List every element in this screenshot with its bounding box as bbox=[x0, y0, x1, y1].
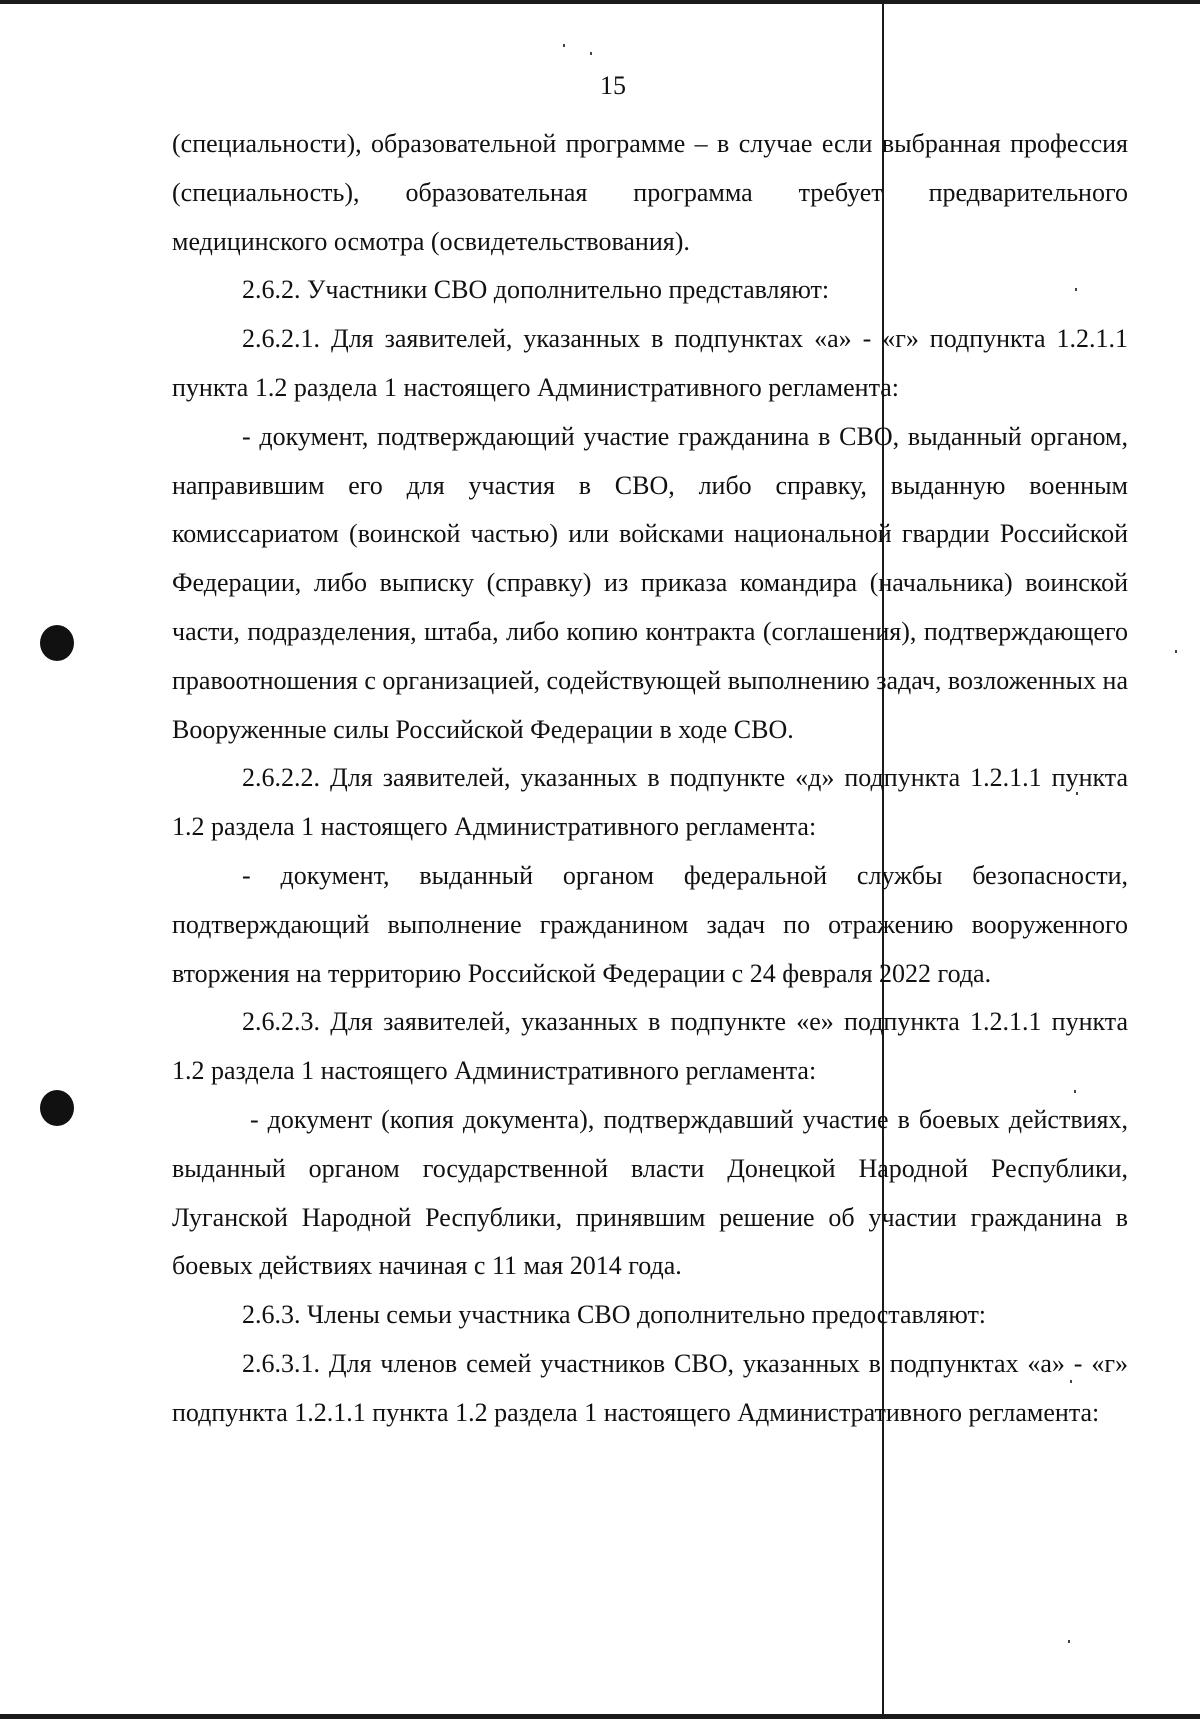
scan-speck bbox=[1068, 1640, 1070, 1643]
punch-hole bbox=[40, 625, 74, 661]
scan-speck bbox=[590, 52, 592, 55]
document-body bbox=[172, 120, 1128, 1438]
paragraph: 2.6.3.1. Для членов семей участников СВО, указанных в подпунктах «а» - «г» подпункта 1.2.1.1 пункта 1.2 раздела 1 настоящего Административного регламента: bbox=[172, 1348, 1128, 1427]
paragraph: - документ (копия документа), подтверждавший участие в боевых действиях, выданный органом государственной власти Донецкой Народной Республики, Луганской Народной Республики, принявшим решение об участии гражданина в боевых действиях начиная с 11 мая 2014 года. bbox=[172, 1104, 1128, 1281]
scan-speck bbox=[563, 44, 565, 47]
paragraph: 2.6.2.1. Для заявителей, указанных в подпунктах «а» - «г» подпункта 1.2.1.1 пункта 1.2 раздела 1 настоящего Административного регламента: bbox=[172, 324, 1128, 402]
page-number: 15 bbox=[600, 71, 626, 100]
paragraph: (специальности), образовательной программе – в случае если выбранная профессия (специальность), образовательная программа требует предварительного медицинского осмотра (освидетельствования). bbox=[172, 129, 1128, 256]
scan-border-bottom bbox=[0, 1714, 1200, 1719]
punch-hole bbox=[40, 1090, 74, 1126]
paragraph: - документ, выданный органом федеральной службы безопасности, подтверждающий выполнение гражданином задач по отражению вооруженного вторжения на территорию Российской Федерации с 24 февраля 2022 года. bbox=[172, 860, 1128, 988]
paragraph: 2.6.2.2. Для заявителей, указанных в подпункте «д» подпункта 1.2.1.1 пункта 1.2 раздела 1 настоящего Административного регламента: bbox=[172, 763, 1128, 842]
paragraph: - документ, подтверждающий участие гражданина в СВО, выданный органом, направившим его для участия в СВО, либо справку, выданную военным комиссариатом (воинской частью) или войсками национальной гвардии Российской Федерации, либо выписку (справку) из приказа командира (начальника) воинской части, подразделения, штаба, либо копию контракта (соглашения), подтверждающего правоотношения с организацией, содействующей выполнению задач, возложенных на Вооруженные силы Российской Федерации в ходе СВО. bbox=[172, 421, 1128, 744]
paragraph: 2.6.3. Члены семьи участника СВО дополнительно предоставляют: bbox=[242, 1300, 987, 1330]
paragraph: 2.6.2. Участники СВО дополнительно представляют: bbox=[242, 275, 830, 305]
paragraph: 2.6.2.3. Для заявителей, указанных в подпункте «е» подпункта 1.2.1.1 пункта 1.2 раздела 1 настоящего Административного регламента: bbox=[172, 1007, 1128, 1086]
scan-speck bbox=[1175, 650, 1177, 653]
scan-border-top bbox=[0, 0, 1200, 4]
